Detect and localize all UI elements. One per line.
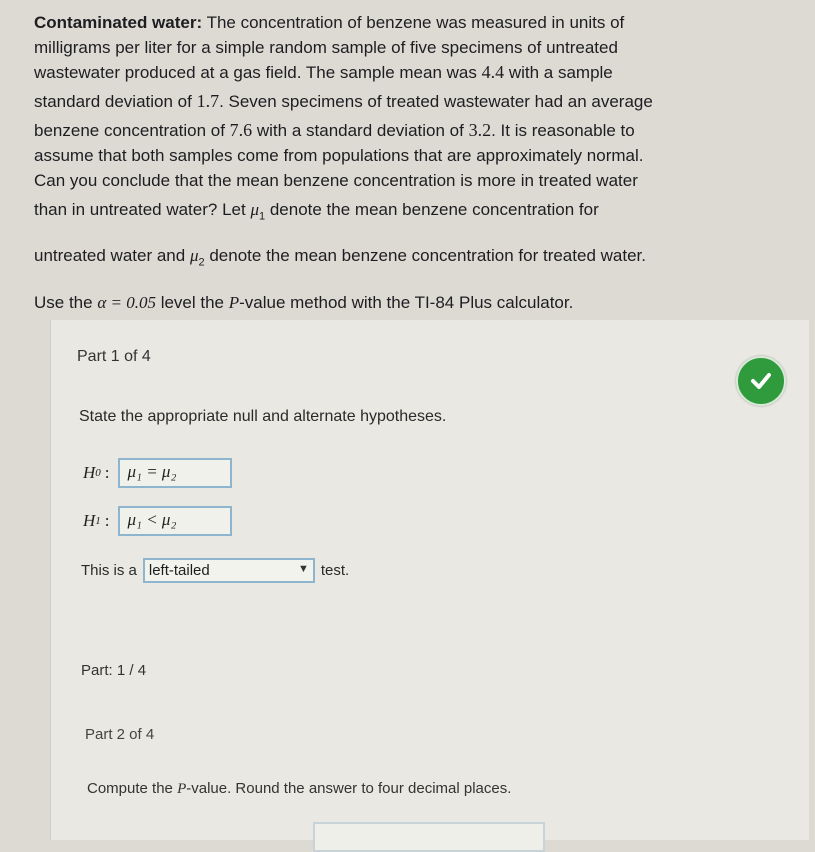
problem-line-6: assume that both samples come from populations that are approximately normal. xyxy=(34,146,644,165)
tail-type-select[interactable]: left-tailed ▼ xyxy=(143,558,315,583)
problem-line-1: Contaminated water: The concentration of benzene was measured in units of xyxy=(34,13,625,32)
dropdown-arrow-icon: ▼ xyxy=(297,563,309,575)
part-1-instruction: State the appropriate null and alternate hypotheses. xyxy=(79,408,447,425)
problem-line-4: standard deviation of 1.7. Seven specimens of treated wastewater had an average xyxy=(34,91,653,111)
part-1-header: Part 1 of 4 xyxy=(77,348,151,365)
part-2-instruction: Compute the P-value. Round the answer to four decimal places. xyxy=(87,780,512,797)
answer-panel xyxy=(50,320,809,840)
null-hypothesis-input[interactable]: μ₁ = μ₂ xyxy=(118,458,232,488)
null-hypothesis: H 0 : μ₁ = μ₂ xyxy=(83,458,232,488)
alternate-hypothesis: H 1 : μ₁ < μ₂ xyxy=(83,506,232,536)
problem-statement xyxy=(34,10,794,315)
problem-line-3: wastewater produced at a gas field. The sample mean was 4.4 with a sample xyxy=(34,62,613,82)
problem-line-5: benzene concentration of 7.6 with a standard deviation of 3.2. It is reasonable to xyxy=(34,120,635,140)
problem-line-9: untreated water and $\mu_2$ denote the mean benzene concentration for treated water. xyxy=(34,246,646,269)
problem-line-10: Use the α = 0.05 level the P-value method with the TI-84 Plus calculator. xyxy=(34,292,574,312)
problem-line-2: milligrams per liter for a simple random sample of five specimens of untreated xyxy=(34,38,618,57)
part-progress: Part: 1 / 4 xyxy=(81,662,147,679)
problem-line-8: than in untreated water? Let $\mu_1$ denote the mean benzene concentration for xyxy=(34,200,599,223)
tail-selection-row: This is a left-tailed ▼ test. xyxy=(81,558,349,583)
correct-check-icon xyxy=(736,356,786,406)
p-value-answer-input[interactable] xyxy=(313,822,545,852)
checkmark-icon xyxy=(748,368,774,394)
alternate-hypothesis-input[interactable]: μ₁ < μ₂ xyxy=(118,506,232,536)
problem-line-7: Can you conclude that the mean benzene concentration is more in treated water xyxy=(34,171,638,190)
part-2-header: Part 2 of 4 xyxy=(85,726,155,743)
problem-lead: Contaminated water: xyxy=(34,13,203,32)
